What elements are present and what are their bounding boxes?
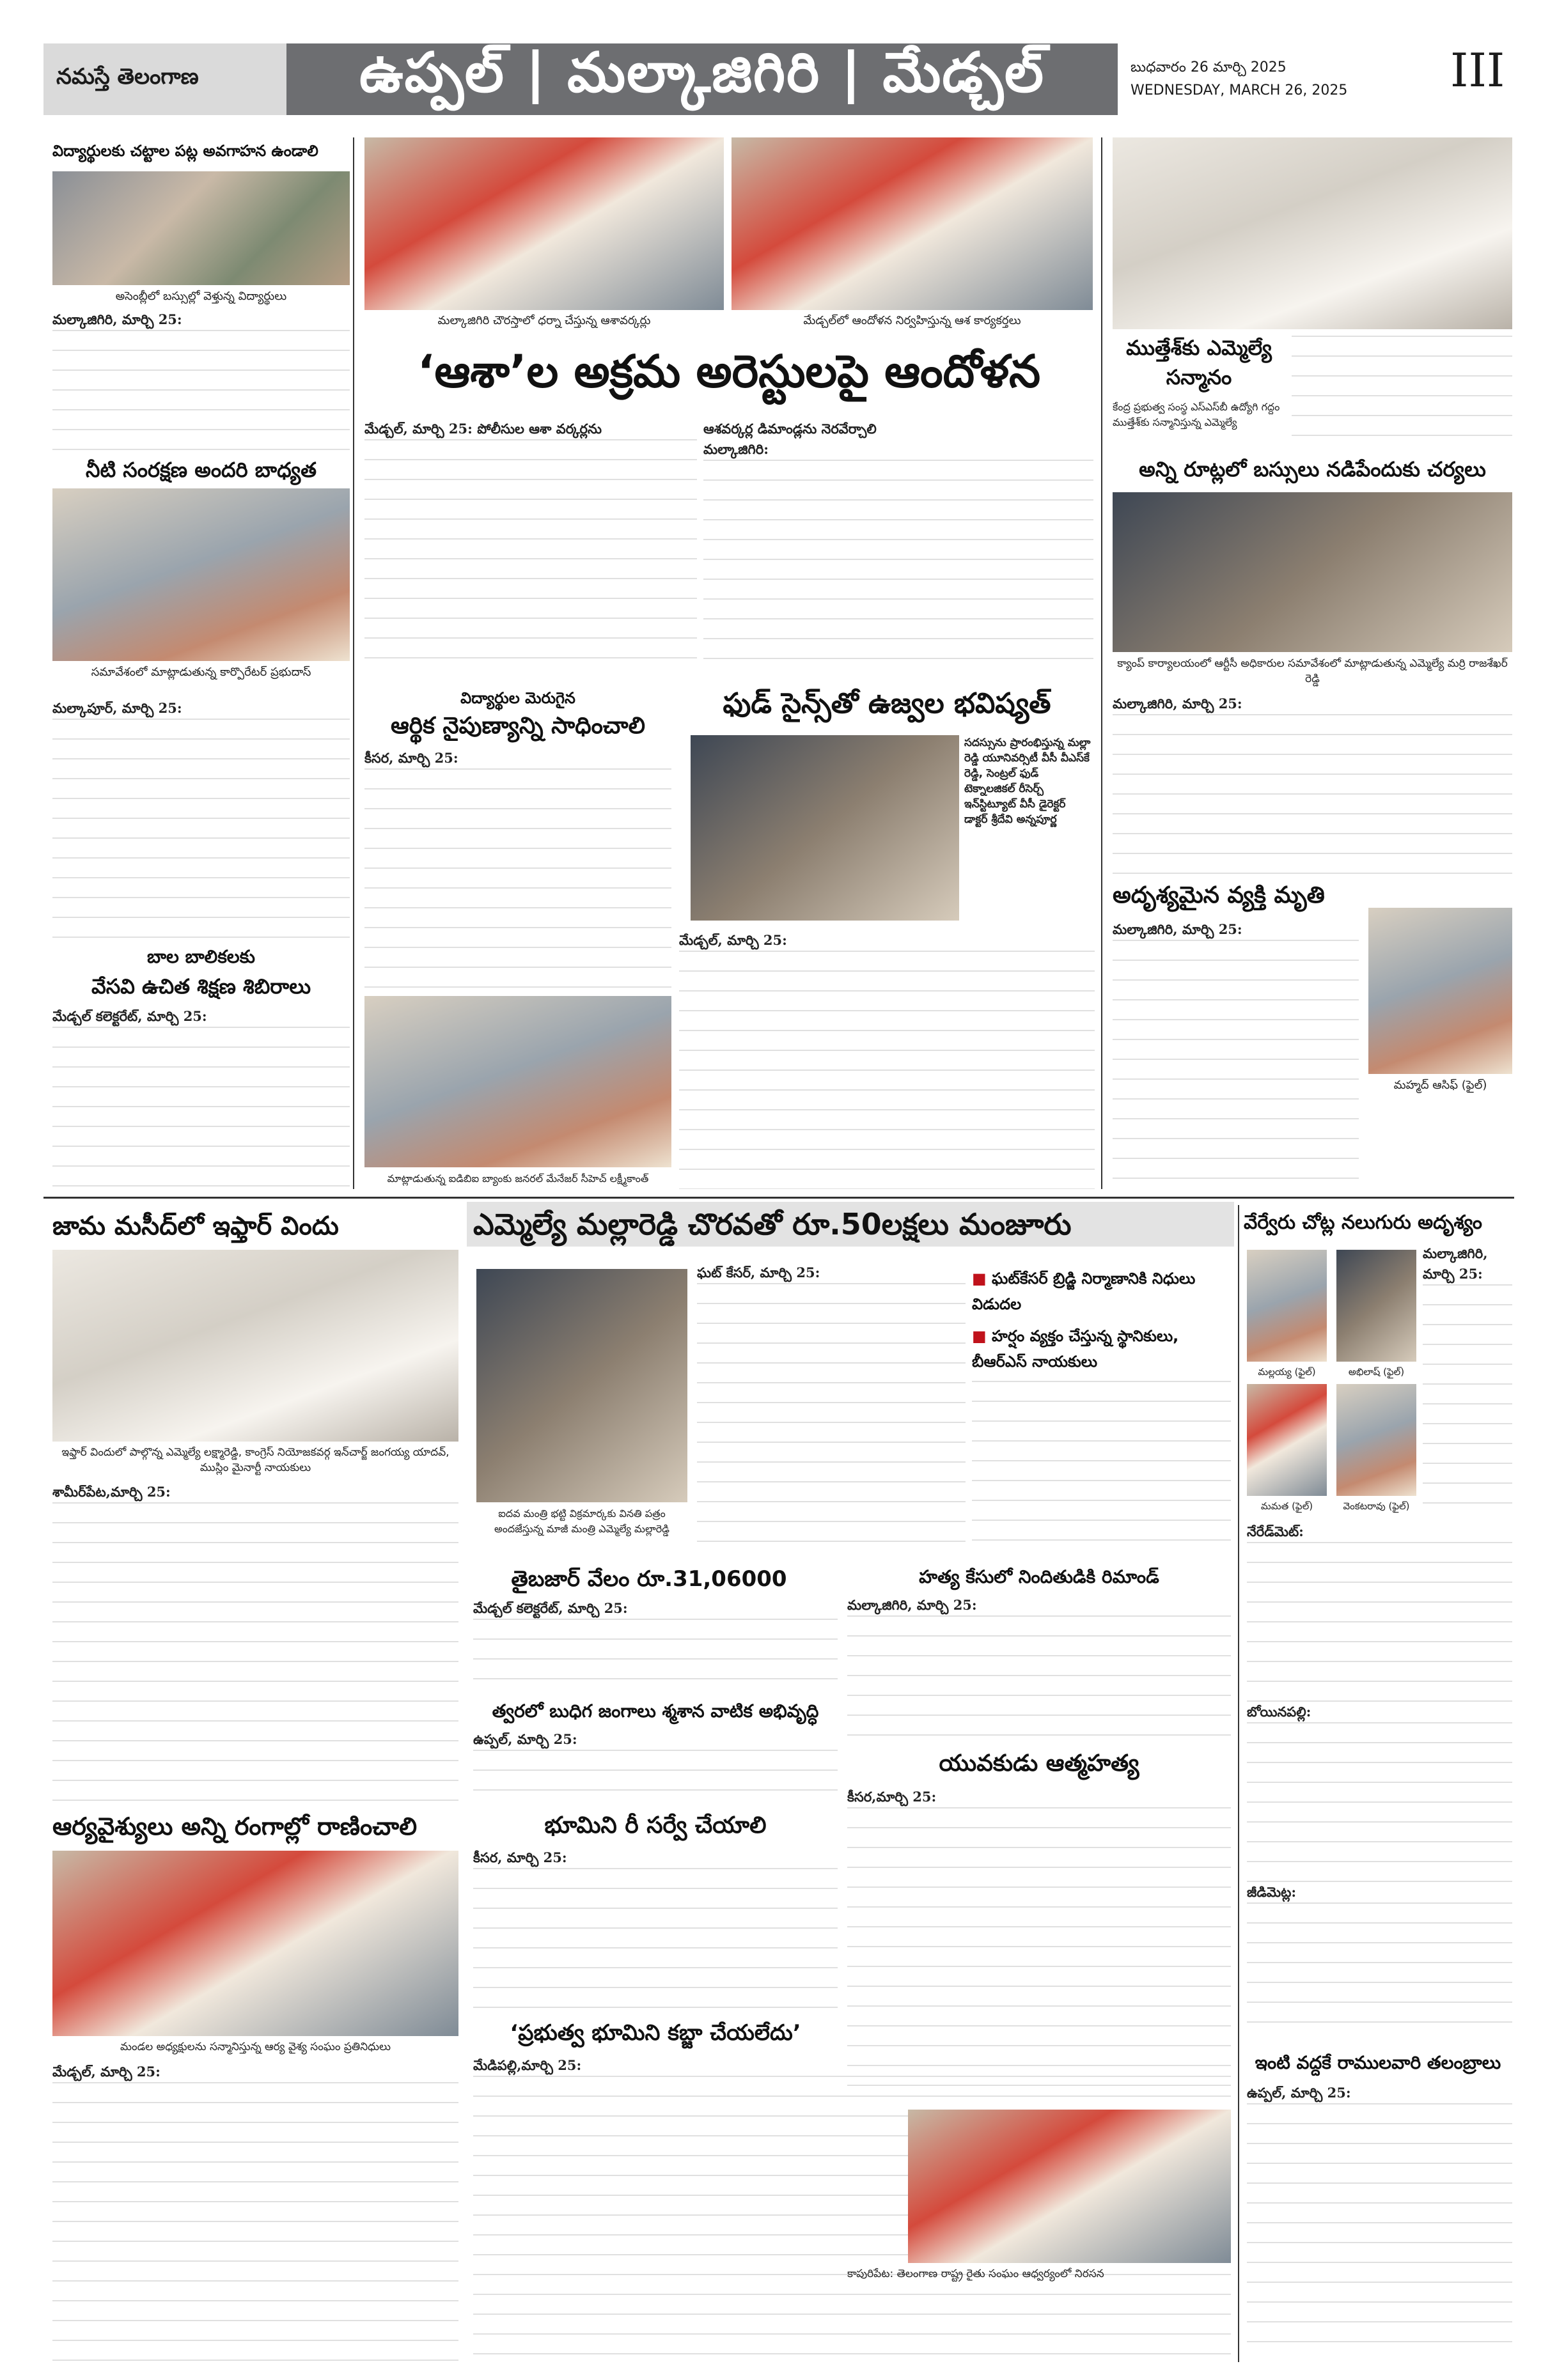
- story-headline: తైబజార్ వేలం రూ.31,06000: [511, 1566, 787, 1592]
- dateline: మల్కాజిగిరి, మార్చి 25:: [1113, 921, 1242, 937]
- story-body: [697, 1263, 966, 1550]
- story-text-lines: [473, 1868, 838, 2014]
- story-text-lines: [697, 1283, 966, 1550]
- photo-caption: మండల అధ్యక్షులను సన్మానిస్తున్న ఆర్య వైశ్య సంఘం ప్రతినిధులు: [120, 2041, 391, 2053]
- story-body: [473, 1729, 838, 1806]
- news-photo: [52, 488, 350, 661]
- photo-caption: మల్లయ్య (ఫైల్): [1258, 1366, 1316, 1378]
- column-divider: [353, 137, 354, 1189]
- dateline: మేడ్చల్, మార్చి 25:: [52, 2064, 160, 2080]
- column-divider: [1101, 137, 1102, 1189]
- photo-caption: సమావేశంలో మాట్లాడుతున్న కార్పొరేటర్ ప్రభుదాస్: [91, 665, 311, 679]
- story-text-lines: [52, 2082, 458, 2362]
- story-text-lines: [703, 460, 1093, 674]
- subhead: ఆశవర్కర్ల డిమాండ్లను నెరవేర్చాలి: [703, 421, 877, 437]
- news-photo: [364, 137, 724, 310]
- portrait-photo: [1336, 1384, 1416, 1496]
- subhead: జీడిమెట్ల:: [1247, 1884, 1297, 1900]
- story-headline: ఫుడ్ సైన్స్‌తో ఉజ్వల భవిష్యత్: [723, 687, 1051, 720]
- story-text-lines: [52, 1027, 350, 1192]
- story-text-lines: [1247, 1542, 1512, 1702]
- news-photo: [1113, 492, 1512, 652]
- highlight-bullet: ■ హర్షం వ్యక్తం చేస్తున్న స్థానికులు, బీఆర్‌ఎస్ నాయకులు: [972, 1323, 1231, 1374]
- news-photo: [1113, 137, 1512, 329]
- story-text-lines: [847, 1807, 1231, 2094]
- story-text-lines: [679, 951, 1095, 1189]
- story-text-lines: [52, 1502, 458, 1801]
- dateline: కీసర, మార్చి 25:: [473, 1849, 567, 1865]
- story-body: [847, 1787, 1231, 2094]
- story-text-lines: [1423, 1284, 1512, 1505]
- story-headline: ఆర్థిక నైపుణ్యాన్ని సాధించాలి: [391, 713, 645, 739]
- story-body: [972, 1381, 1231, 1553]
- photo-caption: ఇఫ్తార్ విందులో పాల్గొన్న ఎమ్మెల్యే లక్ష్మారెడ్డి, కాంగ్రెస్ నియోజకవర్గ ఇన్‌చార్జ్ జంగయ్య యాదవ్, ముస్లిం మైనార్టీ నాయకులు: [61, 1446, 450, 1474]
- photo-caption: మహ్మద్ ఆసిఫ్ (ఫైల్): [1393, 1078, 1487, 1092]
- story-headline: హత్య కేసులో నిందితుడికి రిమాండ్: [919, 1566, 1159, 1587]
- photo-caption: అసెంబ్లీలో బస్సుల్లో వెళ్తున్న విద్యార్థులు: [115, 290, 287, 303]
- dateline: మల్కాజిగిరి, మార్చి 25:: [847, 1597, 977, 1613]
- story-body: [473, 1847, 838, 2014]
- dateline: మల్కాజిగిరి, మార్చి 25:: [1423, 1245, 1488, 1282]
- story-body: [364, 748, 671, 991]
- story-text-lines: [473, 1619, 838, 1694]
- newspaper-brand: నమస్తే తెలంగాణ: [43, 43, 286, 115]
- story-headline: జామ మసీద్‌లో ఇఫ్తార్ విందు: [52, 1211, 339, 1241]
- news-photo: [732, 137, 1093, 310]
- story-body: [473, 1598, 838, 1694]
- story-text-lines: [52, 330, 350, 456]
- column-divider: [1238, 1205, 1239, 2362]
- dateline: మల్కాజిగిరి, మార్చి 25:: [52, 311, 182, 327]
- photo-caption: సదస్సును ప్రారంభిస్తున్న మల్లా రెడ్డి యూనివర్సిటీ వీసీ వీఎస్‌కే రెడ్డి, సెంట్రల్ ఫుడ్ టెక్నాలజికల్ రీసెర్చ్ ఇన్‌స్టిట్యూట్ వీసీ డైరెక్టర్ డాక్టర్ శ్రీదేవి అన్నపూర్ణ: [964, 736, 1091, 826]
- story-headline: భూమిని రీ సర్వే చేయాలి: [544, 1812, 767, 1839]
- story-body: [52, 1006, 350, 1192]
- story-body: [1292, 336, 1512, 438]
- story-headline: ఆర్యవైశ్యులు అన్ని రంగాల్లో రాణించాలి: [52, 1812, 418, 1840]
- photo-caption: మమత (ఫైల్): [1260, 1500, 1313, 1512]
- story-headline: అదృశ్యమైన వ్యక్తి మృతి: [1113, 882, 1325, 908]
- story-headline: వేర్వేరు చోట్ల నలుగురు అదృశ్యం: [1244, 1211, 1483, 1234]
- story-text-lines: [52, 719, 350, 941]
- story-body: [1247, 1521, 1512, 2046]
- news-photo: [691, 735, 959, 921]
- lead-headline: ‘ఆశా’ల అక్రమ అరెస్టులపై ఆందోళన: [417, 345, 1041, 398]
- edition-date: [1131, 56, 1347, 102]
- dateline: మేడ్చల్ కలెక్టరేట్, మార్చి 25:: [473, 1600, 628, 1616]
- dateline: మేడ్చల్, మార్చి 25:: [679, 932, 787, 948]
- story-headline: ‘ప్రభుత్వ భూమిని కబ్జా చేయలేదు’: [510, 2020, 801, 2046]
- photo-caption: వెంకటరావు (ఫైల్): [1343, 1500, 1410, 1512]
- photo-caption: కేంద్ర ప్రభుత్వ సంస్థ ఎస్‌ఎస్‌బీ ఉద్యోగి గద్దం ముత్తేశ్‌కు సన్మానిస్తున్న ఎమ్మెల్యే: [1113, 401, 1280, 428]
- dateline: మల్కాజిగిరి:: [703, 441, 769, 457]
- dateline: శామీర్‌పేట,మార్చి 25:: [52, 1484, 171, 1500]
- news-photo: [364, 996, 671, 1167]
- subhead: నేరేడ్‌మెట్:: [1247, 1523, 1304, 1539]
- story-headline: ముత్తేశ్‌కు ఎమ్మెల్యే సన్మానం: [1126, 336, 1272, 389]
- story-text-lines: [1247, 1902, 1512, 2030]
- portrait-photo: [1247, 1384, 1327, 1496]
- story-body: [679, 930, 1095, 1189]
- story-headline: అన్ని రూట్లలో బస్సులు నడిపేందుకు చర్యలు: [1139, 457, 1486, 481]
- dateline: ఉప్పల్, మార్చి 25:: [473, 1731, 577, 1747]
- story-text-lines: [1247, 2103, 1512, 2361]
- story-body: [1113, 919, 1359, 1188]
- dateline: మేడ్చల్, మార్చి 25: పోలీసుల ఆశా వర్కర్లను: [364, 421, 602, 437]
- section-title: ఉప్పల్ | మల్కాజిగిరి | మేడ్చల్: [286, 43, 1118, 115]
- story-headline: ఎమ్మెల్యే మల్లారెడ్డి చొరవతో రూ.50లక్షలు మంజూరు: [473, 1207, 1072, 1241]
- portrait-photo: [1368, 908, 1512, 1074]
- masthead: [43, 40, 1514, 115]
- story-headline: ఇంటి వద్దకే రాములవారి తలంబ్రాలు: [1255, 2052, 1501, 2073]
- story-text-lines: [972, 1381, 1231, 1553]
- dateline: మేడిపల్లి,మార్చి 25:: [473, 2057, 582, 2073]
- highlight-bullet: ■ ఘట్‌కేసర్ బ్రిడ్జి నిర్మాణానికి నిధులు విడుదల: [972, 1266, 1231, 1317]
- dateline: మేడ్చల్ కలెక్టరేట్, మార్చి 25:: [52, 1008, 207, 1024]
- dateline: కీసర,మార్చి 25:: [847, 1789, 937, 1805]
- photo-caption: ఐదవ మంత్రి భట్టి విక్రమార్కకు వినతి పత్రం అందజేస్తున్న మాజీ మంత్రి ఎమ్మెల్యే మల్లారెడ్డి: [494, 1507, 670, 1535]
- story-headline: యువకుడు ఆత్మహత్య: [939, 1750, 1139, 1777]
- row-divider: [43, 1197, 1514, 1199]
- story-text-lines: [1247, 1722, 1512, 1882]
- photo-caption: మాట్లాడుతున్న ఐడిబిఐ బ్యాంకు జనరల్ మేనేజర్ సీహెచ్ లక్ష్మీకాంత్: [387, 1172, 649, 1185]
- edition-date-english: WEDNESDAY, MARCH 26, 2025: [1131, 82, 1348, 98]
- story-body: [847, 1595, 1231, 1742]
- story-text-lines: [1113, 940, 1359, 1188]
- story-body: [52, 698, 350, 941]
- news-photo: [908, 2110, 1231, 2263]
- subhead: బోయినపల్లి:: [1247, 1704, 1311, 1720]
- dateline: కీసర, మార్చి 25:: [364, 750, 458, 766]
- story-headline: విద్యార్థులకు చట్టాల పట్ల అవగాహన ఉండాలి: [52, 142, 318, 160]
- story-body: [52, 2062, 458, 2362]
- story-headline: నీటి సంరక్షణ అందరి బాధ్యత: [85, 458, 317, 482]
- dateline: మల్కాపూర్, మార్చి 25:: [52, 700, 182, 716]
- photo-caption: మల్కాజిగిరి చౌరస్తాలో ధర్నా చేస్తున్న ఆశావర్కర్లు: [437, 314, 651, 327]
- story-text-lines: [1292, 336, 1512, 438]
- portrait-photo: [1247, 1250, 1327, 1362]
- photo-caption: క్యాంప్ కార్యాలయంలో ఆర్టీసీ అధికారుల సమావేశంలో మాట్లాడుతున్న ఎమ్మెల్యే మర్రి రాజశేఖర్ రెడ్డి: [1117, 657, 1508, 685]
- story-body: [1247, 2083, 1512, 2361]
- story-kicker: బాల బాలికలకు: [147, 946, 255, 967]
- dateline: ఘట్ కేసర్, మార్చి 25:: [697, 1264, 820, 1280]
- story-headline: త్వరలో బుధిగ జంగాలు శ్మశాన వాటిక అభివృద్ధి: [492, 1700, 819, 1722]
- photo-caption: అభిలాష్ (ఫైల్): [1348, 1366, 1405, 1378]
- story-text-lines: [1113, 714, 1512, 876]
- story-body: [1113, 694, 1512, 876]
- page-number: III: [1450, 43, 1505, 97]
- story-body: [52, 309, 350, 456]
- story-body: [1423, 1243, 1512, 1505]
- story-body: [703, 419, 1093, 674]
- story-text-lines: [364, 439, 697, 674]
- photo-caption: కాపురిపేట: తెలంగాణ రాష్ట్ర రైతు సంఘం ఆధ్వర్యంలో నిరసన: [847, 2267, 1104, 2280]
- dateline: ఉప్పల్, మార్చి 25:: [1247, 2085, 1351, 2101]
- photo-caption: మేడ్చల్‌లో ఆందోళన నిర్వహిస్తున్న ఆశ కార్యకర్తలు: [803, 314, 1021, 327]
- dateline: మల్కాజిగిరి, మార్చి 25:: [1113, 696, 1242, 712]
- story-body: [364, 419, 697, 674]
- story-text-lines: [847, 1615, 1231, 1742]
- news-photo: [52, 1250, 458, 1442]
- story-body: [52, 1482, 458, 1801]
- news-photo: [476, 1269, 687, 1502]
- portrait-photo: [1336, 1250, 1416, 1362]
- news-photo: [52, 1851, 458, 2036]
- story-kicker: విద్యార్థుల మెరుగైన: [460, 689, 575, 707]
- news-photo: [52, 171, 350, 285]
- story-text-lines: [473, 1750, 838, 1806]
- story-text-lines: [364, 768, 671, 991]
- story-headline: వేసవి ఉచిత శిక్షణ శిబిరాలు: [91, 974, 311, 999]
- edition-date-telugu: బుధవారం 26 మార్చి 2025: [1131, 59, 1287, 75]
